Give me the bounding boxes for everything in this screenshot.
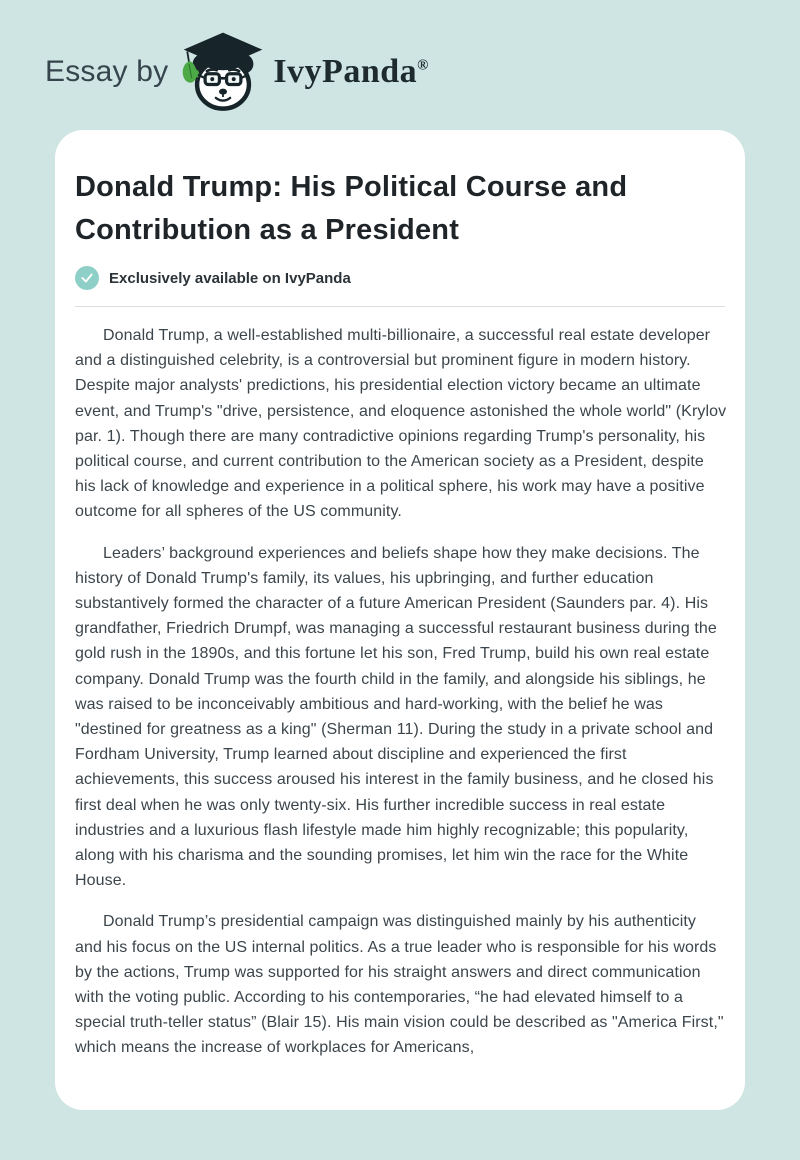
registered-mark: ® xyxy=(417,57,429,74)
availability-label: Exclusively available on IvyPanda xyxy=(109,269,351,287)
ivypanda-logo[interactable] xyxy=(181,30,429,114)
essay-paragraph: Leaders’ background experiences and beliefs shape how they make decisions. The history of Donald Trump's family, its values, his upbringing, and further education substantively formed the character of a future American President (Saunders par. 4). His grandfather, Friedrich Drumpf, was managing a successful restaurant business during the gold rush in the 1890s, and this fortune let his son, Fred Trump, build his own real estate company. Donald Trump was the fourth child in the family, and alongside his siblings, he was raised to be inconceivably ambitious and hard-working, with the belief he was "destined for greatness as a king" (Sherman 11). During the study in a private school and Fordham University, Trump learned about discipline and experienced the first achievements, this success aroused his interest in the family business, and he closed his first deal when he was only twenty-six. His further incredible success in real estate industries and a luxurious flash lifestyle made him highly recognizable; this popularity, along with his charisma and the sounding promises, let him win the race for the White House. xyxy=(75,544,717,890)
brand-name: IvyPanda® xyxy=(273,53,429,90)
essay-card xyxy=(55,130,745,1110)
panda-graduate-icon xyxy=(181,30,265,114)
essay-paragraph: Donald Trump’s presidential campaign was distinguished mainly by his authenticity and his focus on the US internal politics. As a true leader who is responsible for his words by the actions, Trump was supported for his straight answers and direct communication with the voting public. According to his contemporaries, “he had elevated himself to a special truth-teller status” (Blair 15). His main vision could be described as "America First," which means the increase of workplaces for Americans, xyxy=(75,913,724,1057)
essay-title: Donald Trump: His Political Course and Contribution as a President xyxy=(75,171,628,246)
essay-paragraph: Donald Trump, a well-established multi-billionaire, a successful real estate developer and a distinguished celebrity, is a controversial but prominent figure in modern history. Despite major analysts' predictions, his presidential election victory became an ultimate event, and Trump's "drive, persistence, and eloquence astonished the whole world" (Krylov par. 1). Though there are many contradictive opinions regarding Trump's personality, his political course, and current contribution to the American society as a President, despite his lack of knowledge and experience in a political sphere, his work may have a positive outcome for all spheres of the US community. xyxy=(75,327,727,521)
essay-body xyxy=(75,323,727,1061)
essay-by-label: Essay by xyxy=(45,55,169,88)
site-header xyxy=(0,0,800,130)
checkmark-icon xyxy=(75,266,99,290)
divider xyxy=(75,306,725,307)
availability-badge xyxy=(75,266,725,290)
